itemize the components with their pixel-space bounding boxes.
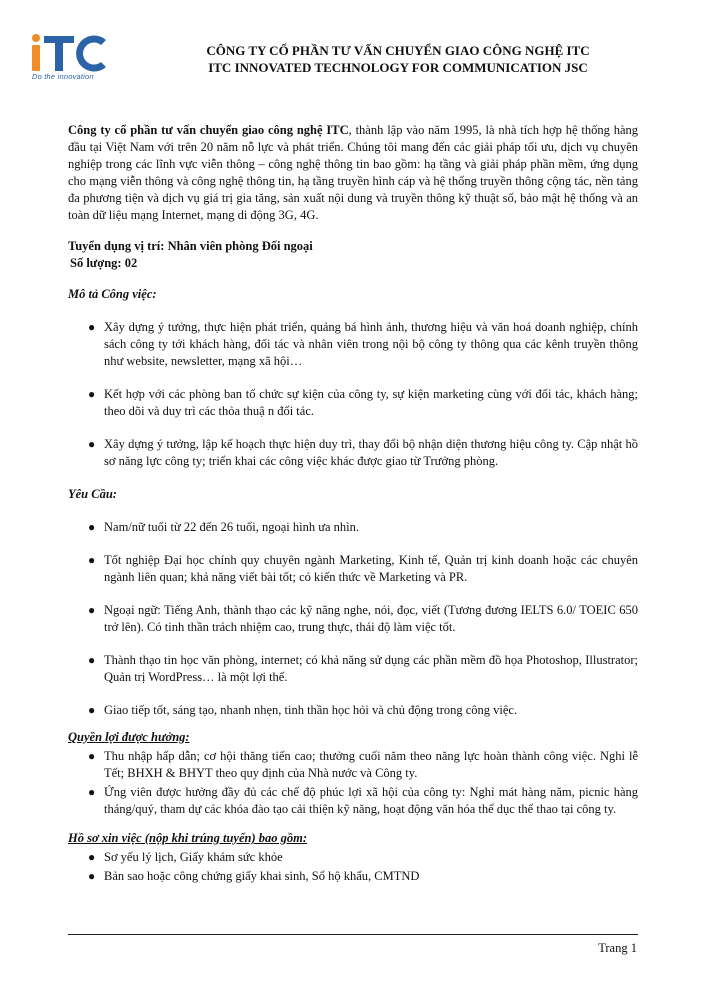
bullet-icon: ● [88, 553, 96, 567]
list-item: ● Nam/nữ tuổi từ 22 đến 26 tuổi, ngoại hình ưa nhìn. [88, 520, 360, 534]
requirements-list [68, 519, 638, 719]
bullet-icon: ● [88, 785, 96, 799]
job-description-heading: Mô tả Công việc: [68, 287, 157, 301]
list-item: ● Giao tiếp tốt, sáng tạo, nhanh nhẹn, tinh thần học hỏi và chủ động trong công việc. [88, 703, 518, 717]
company-name-en: ITC INNOVATED TECHNOLOGY FOR COMMUNICATION JSC [208, 60, 588, 75]
list-item: ● Xây dựng ý tưởng, lập kế hoạch thực hiện duy trì, thay đổi bộ nhận diện thương hiệu công ty. Cập nhật hồ sơ năng lực công ty; triển khai các công việc khác được giao từ Trưởng phòng. [88, 437, 638, 468]
position-title: Tuyển dụng vị trí: Nhân viên phòng Đối ngoại [68, 239, 313, 253]
itc-logo-icon [30, 30, 110, 76]
benefits-list [68, 748, 638, 818]
requirements-heading: Yêu Cầu: [68, 487, 117, 501]
list-item: ● Xây dựng ý tưởng, thực hiện phát triển, quảng bá hình ảnh, thương hiệu và văn hoá doanh nghiệp, chính sách công ty tới khách hàng, đối tác và nhân viên trong nội bộ công ty thông qua các kênh truyền thông như website, newsletter, mạng xã hội… [88, 320, 638, 368]
job-description-list [68, 319, 638, 470]
intro-text: , thành lập vào năm 1995, là nhà tích hợp hệ thống hàng đầu tại Việt Nam với trên 20 năm nỗ lực và phát triển. Chúng tôi mang đến các giải pháp tối ưu, dịch vụ chuyên nghiệp trong các lĩnh vực viễn thông – công nghệ thông tin bao gồm: hạ tầng và giải pháp phần mềm, ứng dụng cho mạng viễn thông và công nghệ thông tin, hạ tầng truyền hình cáp và hệ thống truyền thông cộng tác, nền tảng đa phương tiện và dịch vụ giá trị gia tăng, sản xuất nội dung và truyền thông kỹ thuật số, bảo mật hệ thống và an toàn dữ liệu mạng Internet, mạng di động 3G, 4G. [68, 123, 638, 222]
bullet-icon: ● [88, 437, 96, 451]
bullet-icon: ● [88, 653, 96, 667]
list-item: ● Tốt nghiệp Đại học chính quy chuyên ngành Marketing, Kinh tế, Quản trị kinh doanh hoặc các chuyên ngành liên quan; khả năng viết bài tốt; có kiến thức về Marketing và PR. [88, 553, 638, 584]
logo-tagline: Do the innovation [32, 72, 94, 81]
footer-divider [68, 934, 638, 935]
bullet-icon: ● [88, 320, 96, 334]
list-item: ● Kết hợp với các phòng ban tổ chức sự kiện của công ty, sự kiện marketing cùng với đối tác, khách hàng; theo dõi và duy trì các thỏa thuậ n đối tác. [88, 387, 638, 418]
bullet-icon: ● [88, 703, 96, 717]
intro-company-name: Công ty cổ phần tư vấn chuyển giao công nghệ ITC [68, 123, 349, 137]
bullet-icon: ● [88, 749, 96, 763]
list-item: ● Thu nhập hấp dẫn; cơ hội thăng tiến cao; thưởng cuối năm theo năng lực hoàn thành công việc. Nghỉ lễ Tết; BHXH & BHYT theo quy định của Nhà nước và Công ty. [88, 749, 638, 780]
list-item: ● Ứng viên được hưởng đầy đủ các chế độ phúc lợi xã hội của công ty: Nghỉ mát hàng năm, picnic hàng tháng/quý, tham dự các khóa đào tạo cải thiện kỹ năng, hoạt động văn hóa thể dục thể thao tại công ty. [88, 785, 638, 816]
benefits-heading: Quyền lợi được hưởng: [68, 730, 190, 744]
document-body [68, 122, 638, 885]
documents-list [68, 849, 638, 885]
bullet-icon: ● [88, 387, 96, 401]
list-item: ● Bản sao hoặc công chứng giấy khai sinh, Sổ hộ khẩu, CMTND [88, 869, 420, 883]
bullet-icon: ● [88, 603, 96, 617]
documents-heading: Hồ sơ xin việc (nộp khi trúng tuyển) bao gồm: [68, 831, 308, 845]
page-number: Trang 1 [598, 941, 637, 955]
bullet-icon: ● [88, 869, 96, 883]
company-header [118, 42, 678, 76]
list-item: ● Thành thạo tin học văn phòng, internet; có khả năng sử dụng các phần mềm đồ họa Photoshop, Illustrator; Quản trị WordPress… là một lợi thế. [88, 653, 638, 684]
bullet-icon: ● [88, 520, 96, 534]
list-item: ● Sơ yếu lý lịch, Giấy khám sức khỏe [88, 850, 283, 864]
quantity: Số lượng: 02 [70, 256, 138, 270]
company-name-vi: CÔNG TY CỔ PHẦN TƯ VẤN CHUYỂN GIAO CÔNG NGHỆ ITC [206, 43, 590, 58]
intro-paragraph [68, 122, 638, 224]
bullet-icon: ● [88, 850, 96, 864]
list-item: ● Ngoại ngữ: Tiếng Anh, thành thạo các kỹ năng nghe, nói, đọc, viết (Tương đương IELTS 6.0/ TOEIC 650 trở lên). Có tinh thần trách nhiệm cao, trung thực, thái độ làm việc tốt. [88, 603, 638, 634]
